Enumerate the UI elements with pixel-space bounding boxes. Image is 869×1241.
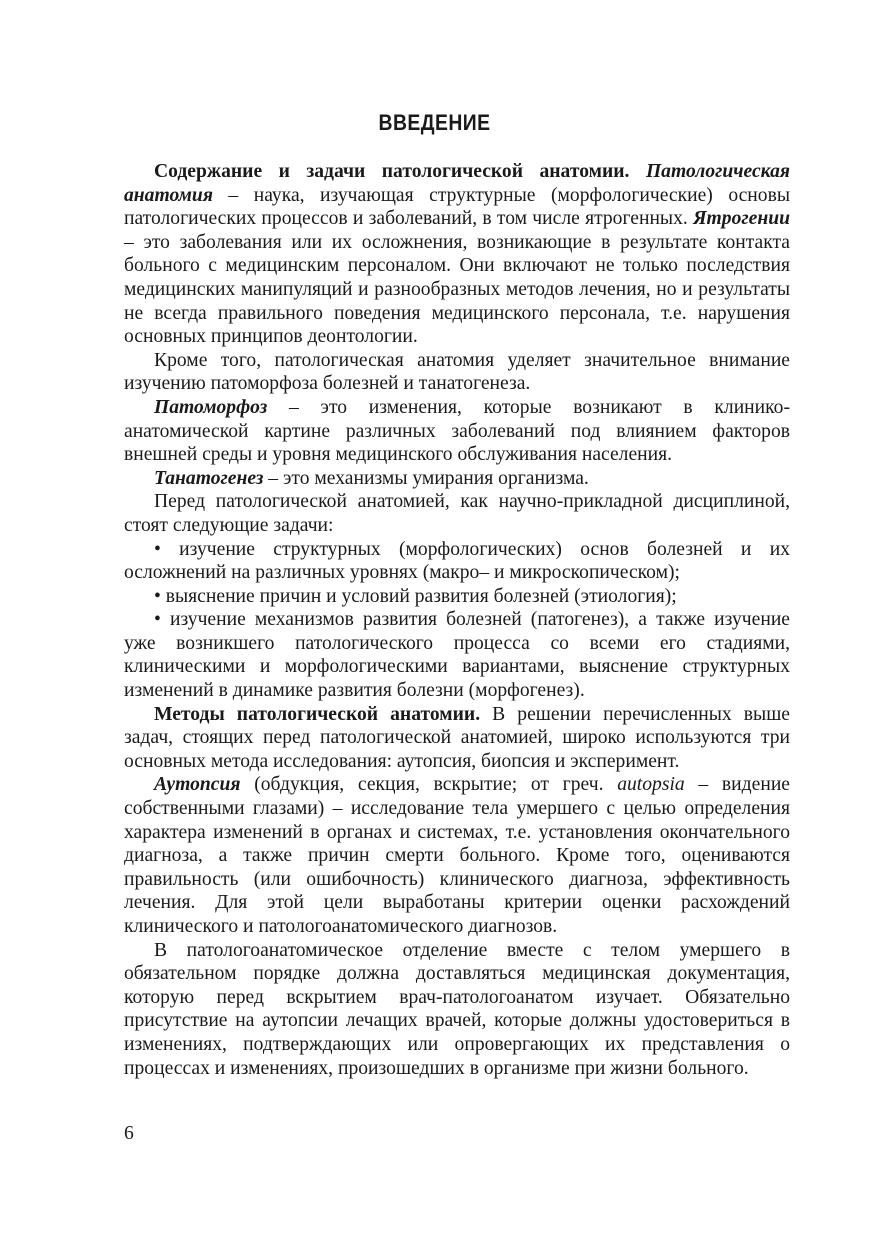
term-iatrogeny: Ятрогении (693, 208, 790, 230)
paragraph-tasks-intro: Перед патологической анатомией, как научно-прикладной дисциплиной, стоят следующие задачи: (124, 491, 790, 536)
term-pathological-anatomy: Патологическая анатомия (124, 161, 791, 206)
paragraph-pathomorphosis (124, 396, 790, 467)
paragraph-text: – наука, изучающая структурные (морфологические) основы патологических процессов и заболеваний, в том числе ятрогенных. (124, 184, 790, 230)
term-thanatogenesis: Танатогенез (154, 467, 264, 489)
paragraph-text: – это заболевания или их осложнения, возникающие в результате контакта больного с медицинским персоналом. Они включают не только последствия медицинских манипуляций и разнообразных методов лечения, но и результаты не всегда правильного поведения медицинского персонала, т.е. нарушения основных принципов деонтологии. (124, 231, 790, 348)
text-body (124, 160, 790, 1080)
paragraph-thanatogenesis (124, 467, 790, 491)
list-item: • изучение структурных (морфологических) основ болезней и их осложнений на различных уровнях (макро– и микроскопическом); (124, 538, 790, 584)
paragraph-documentation: В патологоанатомическое отделение вместе с телом умершего в обязательном порядке должна доставляться медицинская документация, которую перед вскрытием врач-патологоанатом изучает. Обязательно присутствие на аутопсии лечащих врачей, которые должны удостовериться в изменениях, подтверждающих или опровергающих их представления о процессах и изменениях, произошедших в организме при жизни больного. (124, 939, 790, 1079)
page-number: 6 (124, 1123, 134, 1144)
section-heading-contents: Содержание и задачи патологической анатомии. (154, 161, 630, 182)
paragraph-autopsy (124, 773, 790, 938)
term-pathomorphosis: Патоморфоз (154, 396, 268, 418)
foreign-word-autopsia: autopsia (617, 774, 685, 796)
list-item: • изучение механизмов развития болезней (патогенез), а также изучение уже возникшего патологического процесса со всеми его стадиями, клиническими и морфологическими вариантами, выяснение структурных изменений в динамике развития болезни (морфогенез). (124, 609, 790, 702)
paragraph-text: – это механизмы умирания организма. (263, 467, 589, 489)
section-heading-methods: Методы патологической анатомии. (154, 703, 481, 725)
paragraph-text: (обдукция, секция, вскрытие; от греч. (240, 774, 618, 796)
paragraph-text: В решении перечисленных выше задач, стоящих перед патологической анатомией, широко используются три основных метода исследования: аутопсия, биопсия и эксперимент. (124, 703, 790, 772)
paragraph-pathomorphosis-intro: Кроме того, патологическая анатомия уделяет значительное внимание изучению патоморфоза болезней и танатогенеза. (124, 349, 790, 395)
paragraph-text: – видение собственными глазами) – исследование тела умершего с целью определения характера изменений в органах и системах, т.е. установления окончательного диагноза, а также причин смерти больного. Кроме того, оцениваются правильность (или ошибочность) клинического диагноза, эффективность лечения. Для этой цели выработаны критерии оценки расхождений клинического и патологоанатомического диагнозов. (124, 774, 791, 937)
list-item: • выяснение причин и условий развития болезней (этиология); (154, 585, 677, 607)
page-title: ВВЕДЕНИЕ (378, 110, 491, 135)
paragraph-contents-and-tasks (124, 160, 790, 349)
term-autopsy: Аутопсия (154, 774, 241, 796)
paragraph-text: – это изменения, которые возникают в клинико-анатомической картине различных заболеваний под влиянием факторов внешней среды и уровня медицинского обслуживания населения. (124, 396, 790, 466)
paragraph-methods (124, 703, 790, 774)
